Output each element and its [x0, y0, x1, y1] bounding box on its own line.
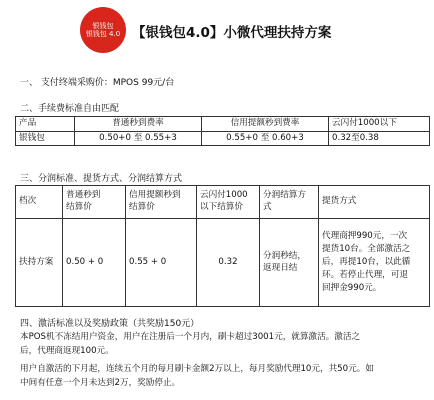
profit-table-cell: 扶持方案 — [16, 219, 63, 307]
fee-table-header: 普通秒到费率 — [75, 117, 202, 132]
profit-table-header-row — [16, 186, 430, 219]
section4-heading: 四、激活标准以及奖励政策（共奖励150元） — [20, 319, 200, 329]
profit-table-cell: 代理商押990元，一次 提货10台。全部激活之 后，再提10台，以此循 环。若停止代理，可退 回押金990元。 — [319, 219, 430, 307]
fee-table-cell: 0.50+0 至 0.55+3 — [75, 131, 202, 146]
fee-table-cell: 银钱包 — [16, 131, 75, 146]
logo-text-top: 银钱包 — [92, 21, 114, 30]
profit-table-cell: 分润秒结， 返现日结 — [260, 219, 319, 307]
profit-table-cell: 0.50 + 0 — [63, 219, 126, 307]
profit-table-header: 信用提额秒到 结算价 — [126, 186, 197, 219]
profit-table-header: 分润结算方 式 — [260, 186, 319, 219]
brand-logo — [80, 7, 126, 53]
fee-table-header: 产品 — [16, 117, 75, 132]
profit-table-cell: 0.55 + 0 — [126, 219, 197, 307]
fee-table-cell: 0.55+0 至 0.60+3 — [202, 131, 329, 146]
logo-text-bottom: 银钱包 4.0 — [85, 30, 121, 38]
section3-heading: 三、分润标准、提货方式、分润结算方式 — [20, 174, 183, 184]
reward-paragraph: 用户自激活的下月起，连续五个月的每月刷卡金额2万以上，每月奖励代理10元，共50元。如 中间有任意一个月未达到2万，奖励停止。 — [20, 364, 374, 389]
section2-heading: 二、手续费标准自由匹配 — [20, 104, 120, 114]
fee-table-header-row — [16, 117, 430, 132]
fee-table — [15, 116, 430, 146]
fee-table-header: 信用提额秒到费率 — [202, 117, 329, 132]
table-row — [16, 219, 430, 307]
section1-text: 一、 支付终端采购价：MPOS 99元/台 — [20, 78, 175, 88]
profit-table-header: 普通秒到 结算价 — [63, 186, 126, 219]
profit-table-header: 云闪付1000 以下结算价 — [197, 186, 260, 219]
profit-table — [15, 185, 430, 307]
fee-table-header: 云闪付1000以下 — [329, 117, 430, 132]
profit-table-header: 提货方式 — [319, 186, 430, 219]
fee-table-cell: 0.32至0.38 — [329, 131, 430, 146]
profit-table-header: 档次 — [16, 186, 63, 219]
page-title: 【银钱包4.0】小微代理扶持方案 — [132, 25, 332, 41]
table-row — [16, 131, 430, 146]
profit-table-cell: 0.32 — [197, 219, 260, 307]
activation-paragraph: 本POS机不冻结用户资金，用户在注册后一个月内，刷卡超过3001元，就算激活。激活之 后，代理商返现100元。 — [20, 332, 361, 357]
